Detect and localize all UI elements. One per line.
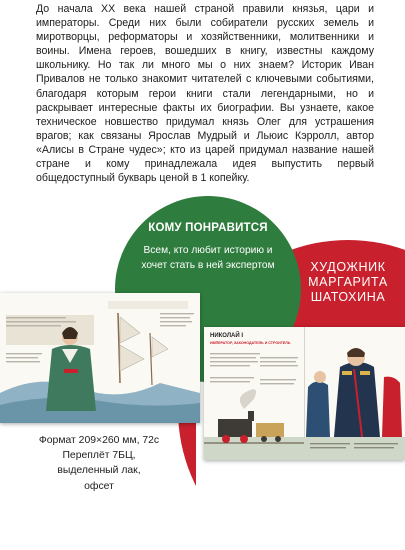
specs-format: Формат 209×260 мм, 72с [38, 435, 160, 446]
peter-illustration [0, 293, 200, 423]
artist-line-1: ХУДОЖНИК [310, 260, 386, 274]
book-spread-peter [0, 293, 200, 423]
book-specs [34, 433, 164, 494]
artist-line-3: ШАТОХИНА [310, 290, 386, 304]
author-note: Автор книги – историк, действующий научный сотрудник музея-усадьбы «Коломенское». [222, 475, 384, 514]
specs-print: офсет [84, 480, 114, 492]
spread-title-right: НИКОЛАЙ I [210, 333, 244, 339]
spread-subtitle-right: ИМПЕРАТОР, ЗАКОНОДАТЕЛЬ И СТРОИТЕЛЬ [210, 341, 291, 345]
audience-text: Всем, кто любит историю и хочет стать в ней экспертом [141, 245, 275, 271]
artist-credit [288, 260, 405, 305]
specs-binding: Переплёт 7БЦ, [62, 450, 136, 462]
artist-line-2: МАРГАРИТА [308, 275, 388, 289]
specs-varnish: выделенный лак, [57, 465, 141, 477]
intro-paragraph: До начала XX века нашей страной правили князья, цари и императоры. Среди них были собиратели русских земель и миротворцы, реформаторы и хозяйственники, молитвенники и воины. Имена героев, вошедших в книгу, известны каждому школьнику. Но так ли много мы о них знаем? Историк Иван Привалов не только знакомит читателей с ключевыми событиями, благодаря которым герои книги стали легендарными, но и раскрывает интересные факты их биографии. Вы узнаете, какое техническое новшество придумал князь Олег для устрашения врагов; как связаны Ярослав Мудрый и Льюис Кэрролл, автор «Алисы в Стране чудес»; кто из царей придумал название нашей стране и кому принадлежала идея выпустить первый общедоступный букварь ценой в 1 копейку. [36, 3, 374, 185]
nicholas-illustration [204, 327, 405, 460]
book-spread-nicholas [204, 327, 405, 460]
audience-title: КОМУ ПОНРАВИТСЯ [148, 222, 268, 234]
